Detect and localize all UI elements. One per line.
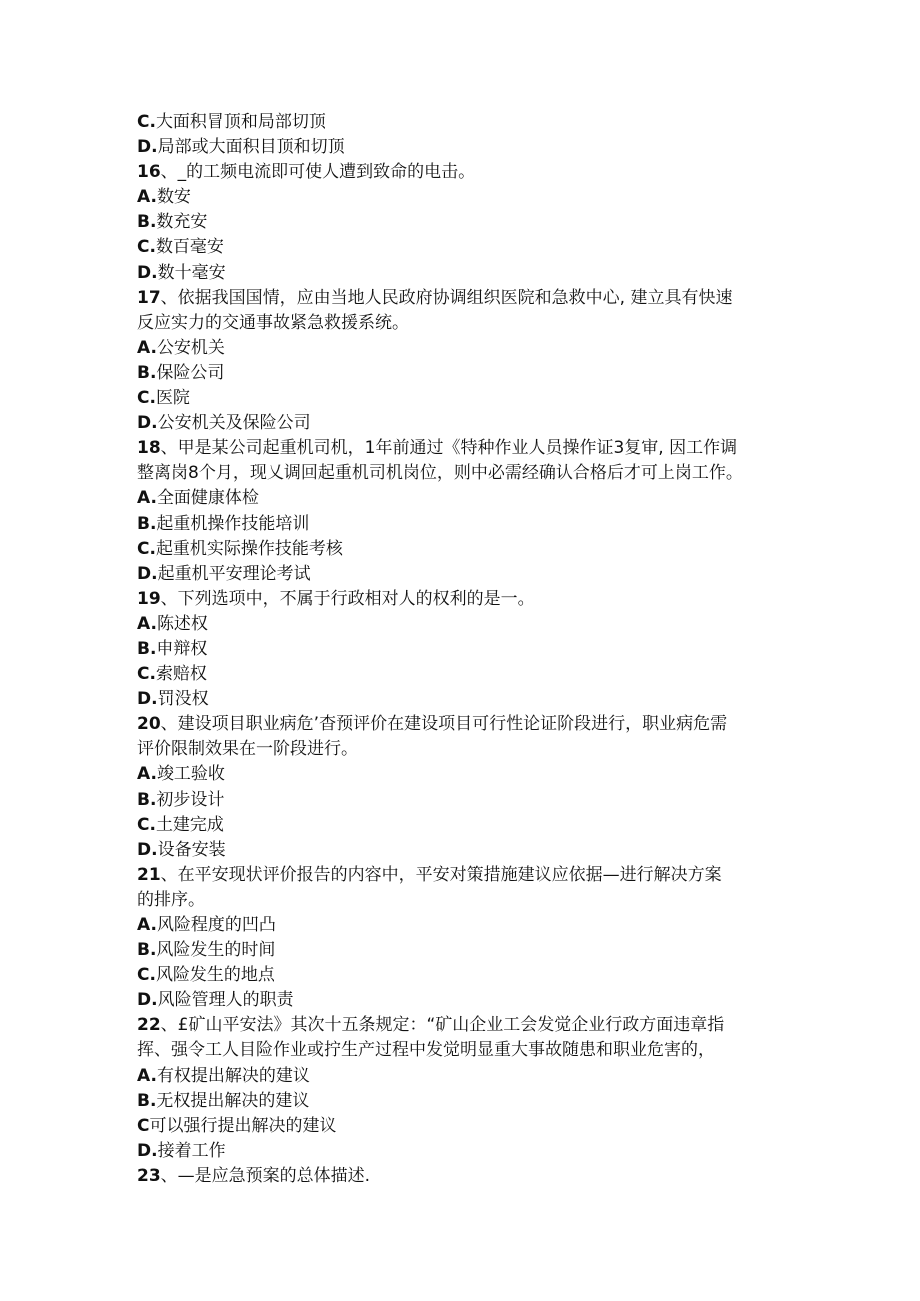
option-text: 风险发生的地点	[155, 965, 275, 986]
option-text: 无权提出解决的建议	[156, 1090, 310, 1111]
option-text: 竣工验收	[156, 764, 225, 785]
question-line	[137, 286, 817, 311]
option-line	[137, 913, 817, 938]
question-line	[137, 587, 817, 612]
question-continuation-line	[137, 737, 817, 762]
option-text: 大面积冒顶和局部切顶	[155, 112, 326, 132]
option-text: 保险公司	[156, 362, 225, 383]
option-text: 可以强行提出解决的建议	[149, 1115, 337, 1136]
option-line	[137, 361, 817, 386]
question-text: 整离岗8个月，现乂调回起重机司机岗位，则中必需经确认合格后才可上岗工作。	[137, 463, 743, 484]
option-text: 起重机实际操作技能考核	[155, 538, 343, 559]
option-letter: A.	[137, 1065, 157, 1086]
option-line	[137, 336, 817, 361]
question-line	[137, 1013, 817, 1038]
option-line	[137, 1139, 817, 1164]
question-line	[137, 863, 817, 888]
option-letter: D.	[137, 413, 158, 434]
question-number: 19	[137, 588, 161, 609]
question-line	[137, 1164, 817, 1189]
option-letter: D.	[137, 839, 158, 860]
option-text: 有权提出解决的建议	[156, 1065, 310, 1086]
question-continuation-line	[137, 1038, 817, 1063]
option-letter: B.	[137, 789, 157, 810]
option-letter: A.	[137, 613, 157, 634]
option-letter: A.	[137, 915, 157, 935]
option-text: 数十毫安	[157, 262, 226, 283]
option-text: 起重机平安理论考试	[157, 563, 311, 584]
option-text: 陈述权	[156, 613, 208, 634]
question-text: 评价限制效果在一阶段进行。	[137, 739, 358, 760]
option-text: 风险管理人的职责	[157, 990, 294, 1011]
option-letter: C.	[137, 237, 156, 258]
option-letter: A.	[137, 488, 157, 509]
question-number: 22	[137, 1015, 161, 1036]
option-line	[137, 813, 817, 838]
exam-document	[137, 110, 817, 1189]
option-letter: C.	[137, 965, 156, 986]
question-text: 、£矿山平安法》其次十五条规定：“矿山企业工会发觉企业行政方面违章指	[160, 1015, 725, 1036]
option-line	[137, 210, 817, 235]
option-line	[137, 938, 817, 963]
question-text: 、—是应急预案的总体描述.	[160, 1165, 371, 1186]
option-line	[137, 261, 817, 286]
option-text: 医院	[155, 388, 190, 409]
option-letter: D.	[137, 262, 158, 283]
option-line	[137, 1114, 817, 1139]
option-letter: B.	[137, 513, 157, 534]
question-text: 、甲是某公司起重机司机，1年前通过《特种作业人员操作证3复审, 因工作调	[160, 438, 738, 459]
option-letter: D.	[137, 137, 158, 158]
option-letter: D.	[137, 990, 158, 1011]
option-text: 起重机操作技能培训	[156, 513, 310, 534]
option-letter: C.	[137, 538, 156, 559]
question-number: 21	[137, 864, 161, 885]
option-letter: C.	[137, 388, 156, 409]
option-text: 数充安	[156, 212, 208, 233]
question-continuation-line	[137, 461, 817, 486]
question-number: 18	[137, 438, 161, 459]
option-text: 接着工作	[157, 1140, 226, 1161]
option-letter: B.	[137, 638, 157, 659]
option-text: 数安	[156, 187, 191, 208]
option-text: 公安机关及保险公司	[157, 413, 311, 434]
option-letter: A.	[137, 764, 157, 785]
option-text: 局部或大面积目顶和切顶	[157, 137, 345, 158]
question-text: 挥、强令工人目险作业或拧生产过程中发觉明显重大事故随患和职业危害的，	[137, 1040, 715, 1061]
option-text: 公安机关	[156, 337, 225, 358]
option-text: 初步设计	[156, 789, 225, 810]
option-line	[137, 988, 817, 1013]
question-text: 、建设项目职业病危’杳预评价在建设项目可行性论证阶段进行，职业病危需	[160, 714, 728, 735]
question-text: 、依据我国国情，应由当地人民政府协调组织医院和急救中心, 建立具有快速	[160, 287, 733, 308]
option-text: 索赔权	[155, 664, 207, 685]
option-line	[137, 411, 817, 436]
option-line	[137, 838, 817, 863]
option-line	[137, 135, 817, 160]
question-number: 20	[137, 714, 161, 735]
option-text: 数百毫安	[155, 237, 224, 258]
option-line	[137, 537, 817, 562]
option-line	[137, 637, 817, 662]
question-line	[137, 712, 817, 737]
option-line	[137, 662, 817, 687]
question-line	[137, 436, 817, 461]
option-letter: B.	[137, 940, 157, 961]
option-text: 土建完成	[155, 814, 224, 835]
question-text: 、在平安现状评价报告的内容中，平安对策措施建议应依据—进行解决方案	[160, 864, 722, 885]
option-letter: D.	[137, 689, 158, 710]
question-number: 16	[137, 162, 161, 183]
option-letter: B.	[137, 362, 157, 383]
option-letter: D.	[137, 563, 158, 584]
question-text: 、下列选项中，不属于行政相对人的权利的是一。	[160, 588, 535, 609]
option-letter: D.	[137, 1140, 158, 1161]
question-continuation-line	[137, 311, 817, 336]
question-text: 、_的工频电流即可使人遭到致命的电击。	[160, 162, 476, 183]
option-text: 风险程度的凹凸	[156, 915, 276, 935]
option-line	[137, 185, 817, 210]
question-number: 23	[137, 1165, 161, 1186]
option-line	[137, 687, 817, 712]
option-letter: C.	[137, 112, 156, 132]
option-line	[137, 386, 817, 411]
question-continuation-line	[137, 888, 817, 913]
option-line	[137, 235, 817, 260]
option-letter: B.	[137, 1090, 157, 1111]
option-text: 罚没权	[157, 689, 209, 710]
option-letter: A.	[137, 337, 157, 358]
option-line	[137, 486, 817, 511]
option-line	[137, 762, 817, 787]
question-text: 的排序。	[137, 889, 205, 910]
option-text: 设备安装	[157, 839, 226, 860]
option-line	[137, 963, 817, 988]
option-letter: C	[137, 1115, 150, 1136]
option-text: 风险发生的时间	[156, 940, 276, 961]
option-line	[137, 1064, 817, 1089]
option-letter: C.	[137, 814, 156, 835]
option-text: 申辩权	[156, 638, 208, 659]
question-line	[137, 160, 817, 185]
option-letter: A.	[137, 187, 157, 208]
option-letter: B.	[137, 212, 157, 233]
option-line	[137, 512, 817, 537]
option-line	[137, 788, 817, 813]
option-line	[137, 612, 817, 637]
question-number: 17	[137, 287, 161, 308]
question-text: 反应实力的交通事故紧急救援系统。	[137, 312, 409, 333]
option-letter: C.	[137, 664, 156, 685]
option-line	[137, 1089, 817, 1114]
option-line	[137, 562, 817, 587]
option-text: 全面健康体检	[156, 488, 259, 509]
option-line	[137, 110, 817, 135]
